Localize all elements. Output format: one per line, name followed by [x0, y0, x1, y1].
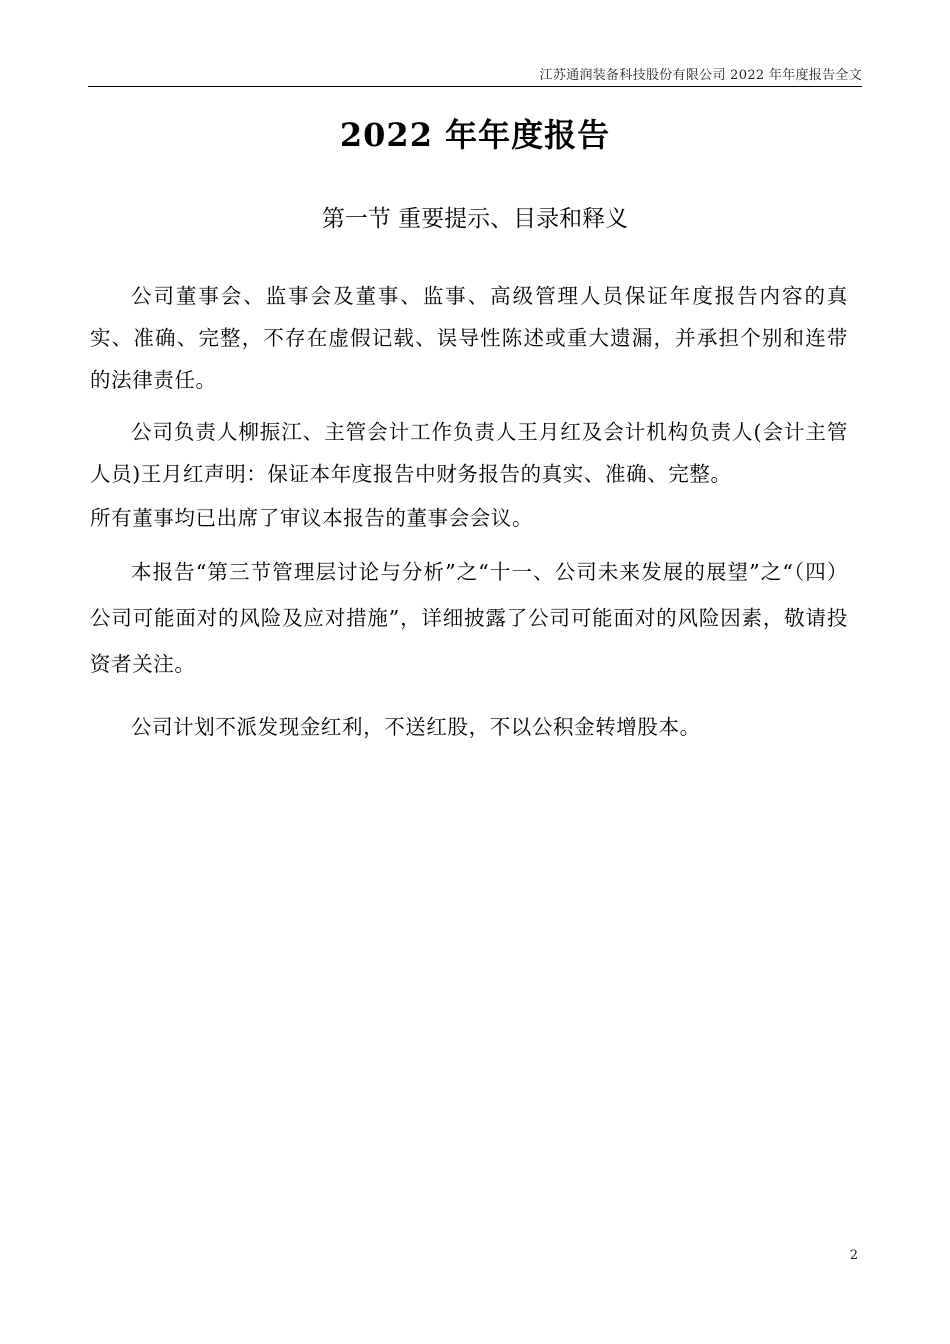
page-number: 2 [849, 1248, 858, 1263]
header-rule [88, 86, 862, 87]
paragraph-risk-notice: 本报告“第三节管理层讨论与分析”之“十一、公司未来发展的展望”之“（四）公司可能面对的风险及应对措施”，详细披露了公司可能面对的风险因素，敬请投资者关注。 [90, 560, 848, 676]
running-header: 江苏通润装备科技股份有限公司 2022 年年度报告全文 [539, 68, 862, 83]
document-title: 2022 年年度报告 [339, 116, 611, 154]
section-heading: 第一节 重要提示、目录和释义 [321, 206, 629, 232]
paragraph-dividend-plan: 公司计划不派发现金红利，不送红股，不以公积金转增股本。 [131, 715, 701, 739]
paragraph-board-guarantee: 公司董事会、监事会及董事、监事、高级管理人员保证年度报告内容的真实、准确、完整，不存在虚假记载、误导性陈述或重大遗漏，并承担个别和连带的法律责任。 [90, 284, 848, 392]
paragraph-responsible-persons: 公司负责人柳振江、主管会计工作负责人王月红及会计机构负责人(会计主管人员)王月红声明：保证本年度报告中财务报告的真实、准确、完整。 [90, 420, 848, 486]
paragraph-directors-attendance: 所有董事均已出席了审议本报告的董事会会议。 [90, 506, 534, 530]
